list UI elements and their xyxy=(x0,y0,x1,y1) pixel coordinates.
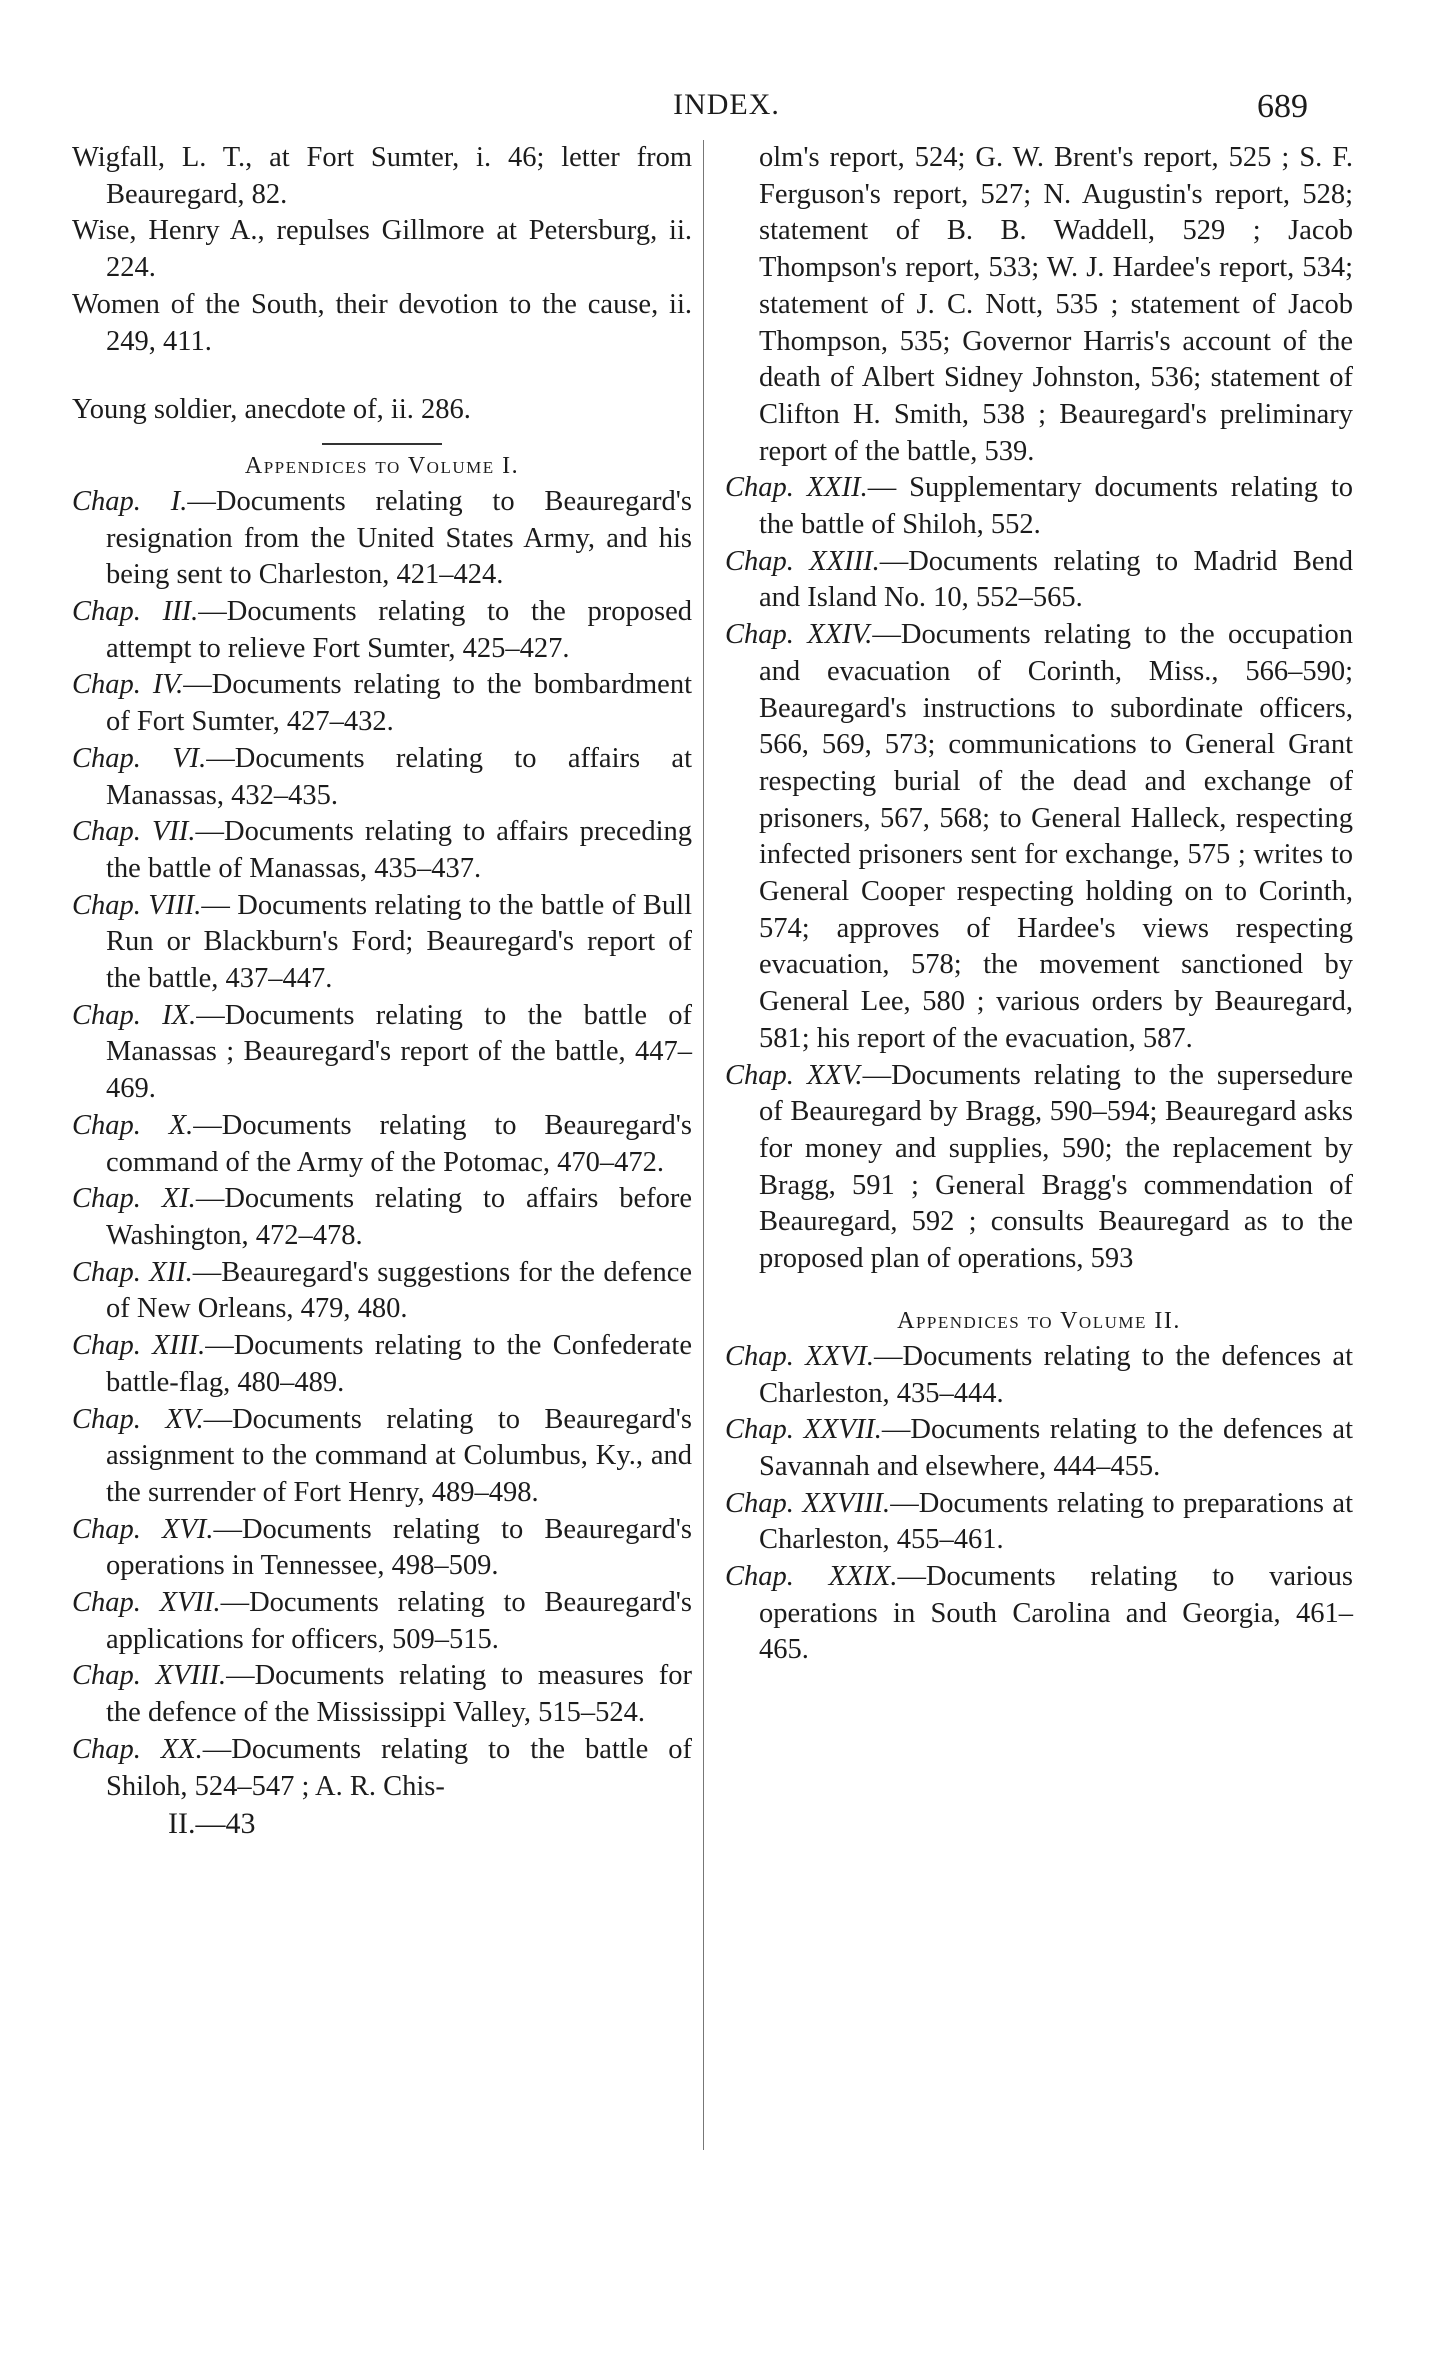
chapter-text: —Documents relating to Beauregard's operations in Tennessee, 498–509. xyxy=(106,1513,692,1582)
chapter-entry xyxy=(72,1658,692,1731)
chapter-entry xyxy=(72,484,692,594)
chapter-entry xyxy=(72,1328,692,1401)
chapter-text: —Documents relating to preparations at Charleston, 455–461. xyxy=(759,1487,1353,1556)
chapter-text: —Documents relating to Beauregard's assignment to the command at Columbus, Ky., and the surrender of Fort Henry, 489–498. xyxy=(106,1403,692,1508)
chapter-entry xyxy=(72,1732,692,1805)
chapter-text: —Documents relating to Beauregard's command of the Army of the Potomac, 470–472. xyxy=(106,1109,692,1178)
section-rule xyxy=(322,443,442,445)
chapter-text: —Documents relating to the battle of Manassas ; Beauregard's report of the battle, 447–469. xyxy=(106,999,692,1105)
chapter-entry xyxy=(725,470,1353,543)
chapter-entry xyxy=(725,1559,1353,1669)
column-divider xyxy=(703,140,704,2150)
chapter-text: —Documents relating to Beauregard's applications for officers, 509–515. xyxy=(106,1587,693,1655)
chapter-text: —Documents relating to various operations in South Carolina and Georgia, 461–465. xyxy=(759,1561,1354,1666)
chapter-label: Chap. XXV. xyxy=(725,1059,863,1091)
chapter-text: —Documents relating to affairs preceding the battle of Manassas, 435–437. xyxy=(106,816,692,884)
chapter-label: Chap. XVIII. xyxy=(72,1660,227,1692)
index-entry: Women of the South, their devotion to the cause, ii. 249, 411. xyxy=(72,288,692,357)
chapter-entry xyxy=(72,1181,692,1254)
page-header xyxy=(0,88,1453,148)
chapter-label: Chap. XXII. xyxy=(725,472,868,504)
chapter-label: Chap. IV. xyxy=(72,669,184,701)
chapter-text: —Documents relating to Madrid Bend and Island No. 10, 552–565. xyxy=(759,545,1353,614)
chapter-entry xyxy=(725,617,1353,1057)
chapter-text: —Documents relating to measures for the defence of the Mississippi Valley, 515–524. xyxy=(106,1660,692,1729)
chapter-text: — Supplementary documents relating to the battle of Shiloh, 552. xyxy=(759,472,1353,541)
chapter-entry xyxy=(725,1058,1353,1278)
chapter-label: Chap. III. xyxy=(72,596,199,628)
chapter-label: Chap. XVI. xyxy=(72,1513,214,1545)
chapter-label: Chap. VIII. xyxy=(72,889,202,921)
chapter-entry xyxy=(725,544,1353,617)
chapter-text: —Documents relating to the proposed attempt to relieve Fort Sumter, 425–427. xyxy=(106,596,693,664)
chapter-entry xyxy=(72,667,692,740)
signature-mark: II.—43 xyxy=(168,1807,256,1841)
chapter-text: — Documents relating to the battle of Bull Run or Blackburn's Ford; Beauregard's report of the battle, 437–447. xyxy=(106,889,692,995)
chapter-entry xyxy=(72,741,692,814)
section-heading: Appendices to Volume II. xyxy=(897,1307,1181,1334)
right-column xyxy=(725,140,1353,1669)
chapter-entry xyxy=(725,1339,1353,1412)
chapter-entry xyxy=(72,998,692,1108)
chapter-entry xyxy=(72,1512,692,1585)
section-heading: Appendices to Volume I. xyxy=(244,452,520,479)
chapter-entry xyxy=(72,814,692,887)
chapter-label: Chap. XXIX. xyxy=(725,1561,898,1593)
index-entry: Wise, Henry A., repulses Gillmore at Petersburg, ii. 224. xyxy=(72,215,692,284)
index-entry: Young soldier, anecdote of, ii. 286. xyxy=(72,394,471,426)
chapter-label: Chap. XXVIII. xyxy=(725,1487,891,1519)
chapter-text: —Documents relating to the battle of Shiloh, 524–547 ; A. R. Chis- xyxy=(106,1733,692,1802)
chapter-text: —Documents relating to affairs at Manassas, 432–435. xyxy=(106,742,692,811)
chapter-label: Chap. X. xyxy=(72,1109,194,1141)
chapter-label: Chap. XIII. xyxy=(72,1330,206,1362)
chapter-entry xyxy=(72,1585,692,1658)
chapter-entry xyxy=(72,888,692,998)
chapter-label: Chap. VI. xyxy=(72,742,207,774)
chapter-label: Chap. XV. xyxy=(72,1403,204,1435)
chapter-entry xyxy=(725,1412,1353,1485)
chapter-text: —Documents relating to the defences at Charleston, 435–444. xyxy=(759,1340,1353,1409)
chapter-text: —Beauregard's suggestions for the defence of New Orleans, 479, 480. xyxy=(106,1256,692,1325)
chapter-label: Chap. XII. xyxy=(72,1256,193,1288)
chapter-text: —Documents relating to affairs before Washington, 472–478. xyxy=(106,1183,692,1251)
chapter-label: Chap. XX. xyxy=(72,1733,203,1765)
continuation-text: olm's report, 524; G. W. Brent's report, 525 ; S. F. Ferguson's report, 527; N. Augustin's report, 528; statement of B. B. Waddell, 529 ; Jacob Thompson's report, 533; W. J. Hardee's report, 534; statement of J. C. Nott, 535 ; statement of Jacob Thompson, 535; Governor Harris's account of the death of Albert Sidney Johnston, 536; statement of Clifton H. Smith, 538 ; Beauregard's preliminary report of the battle, 539. xyxy=(759,142,1353,467)
page-number: 689 xyxy=(1257,88,1308,125)
chapter-text: —Documents relating to the occupation and evacuation of Corinth, Miss., 566–590; Beauregard's instructions to subordinate officers, 566, 569, 573; communications to General Grant respecting burial of the dead and exchange of prisoners, 567, 568; to General Halleck, respecting infected prisoners sent for exchange, 575 ; writes to General Cooper respecting holding on to Corinth, 574; approves of Hardee's views respecting evacuation, 578; the movement sanctioned by General Lee, 580 ; various orders by Beauregard, 581; his report of the evacuation, 587. xyxy=(759,619,1353,1054)
chapter-text: —Documents relating to the Confederate battle-flag, 480–489. xyxy=(106,1330,693,1398)
running-title: INDEX. xyxy=(673,88,780,121)
left-column xyxy=(72,140,692,1841)
chapter-label: Chap. IX. xyxy=(72,999,197,1031)
chapter-text: —Documents relating to the defences at Savannah and elsewhere, 444–455. xyxy=(759,1414,1353,1482)
chapter-label: Chap. XXIII. xyxy=(725,545,880,577)
chapter-text: —Documents relating to the supersedure of Beauregard by Bragg, 590–594; Beauregard asks for money and supplies, 590; the replacement by Bragg, 591 ; General Bragg's commendation of Beauregard, 592 ; consults Beauregard as to the proposed plan of operations, 593 xyxy=(759,1059,1354,1275)
chapter-entry xyxy=(72,1255,692,1328)
chapter-label: Chap. XXVI. xyxy=(725,1340,875,1372)
chapter-entry xyxy=(725,1486,1353,1559)
chapter-text: —Documents relating to Beauregard's resignation from the United States Army, and his being sent to Charleston, 421–424. xyxy=(106,485,693,591)
chapter-label: Chap. XI. xyxy=(72,1183,196,1215)
chapter-entry xyxy=(72,1108,692,1181)
chapter-label: Chap. VII. xyxy=(72,816,196,848)
index-entry: Wigfall, L. T., at Fort Sumter, i. 46; letter from Beauregard, 82. xyxy=(72,142,692,210)
chapter-label: Chap. I. xyxy=(72,485,188,517)
spacer xyxy=(72,360,692,392)
chapter-label: Chap. XXVII. xyxy=(725,1414,882,1446)
chapter-label: Chap. XXIV. xyxy=(725,619,873,651)
chapter-label: Chap. XVII. xyxy=(72,1587,221,1619)
chapter-entry xyxy=(72,594,692,667)
chapter-entry xyxy=(72,1402,692,1512)
chapter-text: —Documents relating to the bombardment of Fort Sumter, 427–432. xyxy=(106,669,692,738)
